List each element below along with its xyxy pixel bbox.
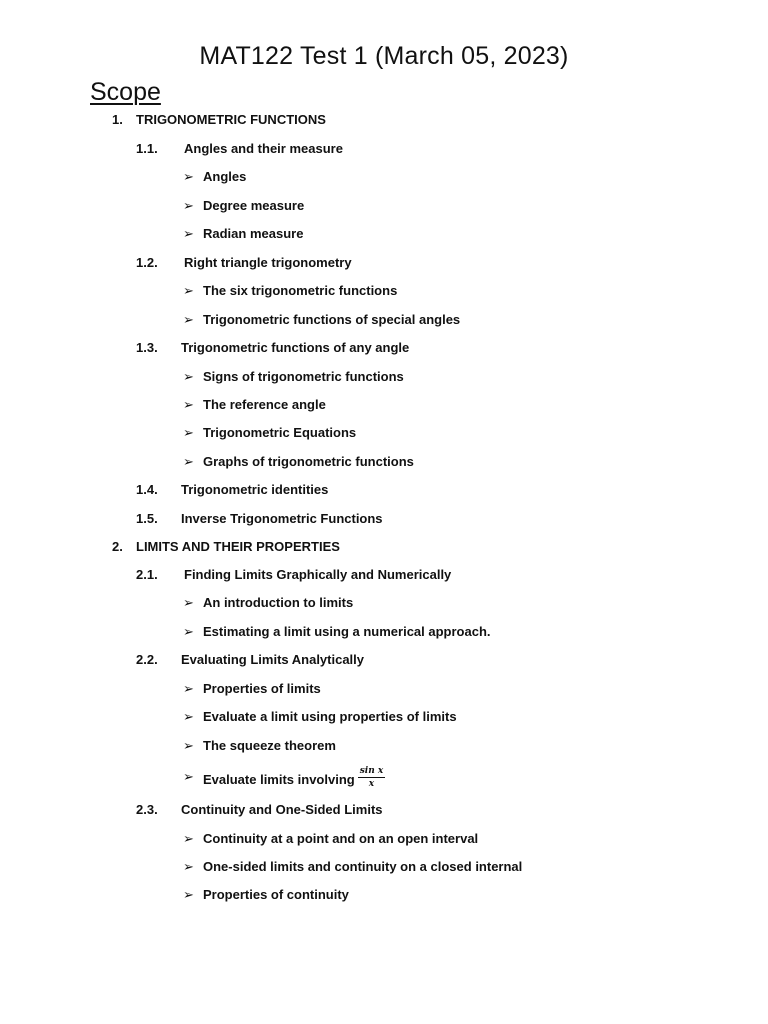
list-item: Properties of limits <box>203 681 321 696</box>
list-item: Properties of continuity <box>203 887 349 902</box>
list-item: One-sided limits and continuity on a closed internal <box>203 859 523 874</box>
list-item: Radian measure <box>203 226 304 241</box>
subsection-title: Trigonometric identities <box>181 482 329 497</box>
document-title: MAT122 Test 1 (March 05, 2023) <box>199 42 569 70</box>
subsection-number: 1.3. <box>136 340 158 355</box>
fraction-numerator: sin x <box>359 766 384 776</box>
list-item-label: Evaluate limits involving <box>203 771 355 787</box>
section-number: 1. <box>112 112 123 127</box>
arrow-bullet-icon: ➢ <box>183 831 194 846</box>
arrow-bullet-icon: ➢ <box>183 425 194 440</box>
subsection-number: 1.1. <box>136 141 158 156</box>
list-item <box>203 766 385 792</box>
arrow-bullet-icon: ➢ <box>183 887 194 902</box>
section-title: LIMITS AND THEIR PROPERTIES <box>136 539 340 554</box>
scope-heading: Scope <box>90 78 161 106</box>
list-item: The reference angle <box>203 397 326 412</box>
subsection-title: Continuity and One-Sided Limits <box>181 802 383 817</box>
list-item: Trigonometric functions of special angles <box>203 312 461 327</box>
arrow-bullet-icon: ➢ <box>183 738 194 753</box>
list-item: The six trigonometric functions <box>203 283 398 298</box>
fraction-denominator: x <box>368 779 375 789</box>
arrow-bullet-icon: ➢ <box>183 681 194 696</box>
subsection-title: Trigonometric functions of any angle <box>181 340 410 355</box>
subsection-number: 1.5. <box>136 511 158 526</box>
arrow-bullet-icon: ➢ <box>183 198 194 213</box>
arrow-bullet-icon: ➢ <box>183 312 194 327</box>
list-item: Evaluate a limit using properties of limits <box>203 709 457 724</box>
subsection-title: Finding Limits Graphically and Numerically <box>184 567 452 582</box>
list-item: Continuity at a point and on an open interval <box>203 831 479 846</box>
list-item: Estimating a limit using a numerical approach. <box>203 624 491 639</box>
subsection-number: 2.2. <box>136 652 158 667</box>
arrow-bullet-icon: ➢ <box>183 709 194 724</box>
section-number: 2. <box>112 539 123 554</box>
arrow-bullet-icon: ➢ <box>183 454 194 469</box>
subsection-title: Angles and their measure <box>184 141 343 156</box>
arrow-bullet-icon: ➢ <box>183 283 194 298</box>
subsection-title: Evaluating Limits Analytically <box>181 652 365 667</box>
subsection-number: 2.1. <box>136 567 158 582</box>
subsection-number: 1.2. <box>136 255 158 270</box>
list-item: Signs of trigonometric functions <box>203 369 404 384</box>
arrow-bullet-icon: ➢ <box>183 769 194 784</box>
list-item: An introduction to limits <box>203 595 354 610</box>
arrow-bullet-icon: ➢ <box>183 369 194 384</box>
arrow-bullet-icon: ➢ <box>183 859 194 874</box>
subsection-number: 1.4. <box>136 482 158 497</box>
arrow-bullet-icon: ➢ <box>183 169 194 184</box>
arrow-bullet-icon: ➢ <box>183 624 194 639</box>
arrow-bullet-icon: ➢ <box>183 226 194 241</box>
section-title: TRIGONOMETRIC FUNCTIONS <box>136 112 326 127</box>
arrow-bullet-icon: ➢ <box>183 595 194 610</box>
list-item: Degree measure <box>203 198 305 213</box>
list-item: Trigonometric Equations <box>203 425 357 440</box>
list-item: Angles <box>203 169 247 184</box>
list-item: Graphs of trigonometric functions <box>203 454 414 469</box>
subsection-number: 2.3. <box>136 802 158 817</box>
list-item: The squeeze theorem <box>203 738 336 753</box>
arrow-bullet-icon: ➢ <box>183 397 194 412</box>
subsection-title: Inverse Trigonometric Functions <box>181 511 383 526</box>
subsection-title: Right triangle trigonometry <box>184 255 352 270</box>
sin-x-over-x-fraction <box>358 766 386 789</box>
